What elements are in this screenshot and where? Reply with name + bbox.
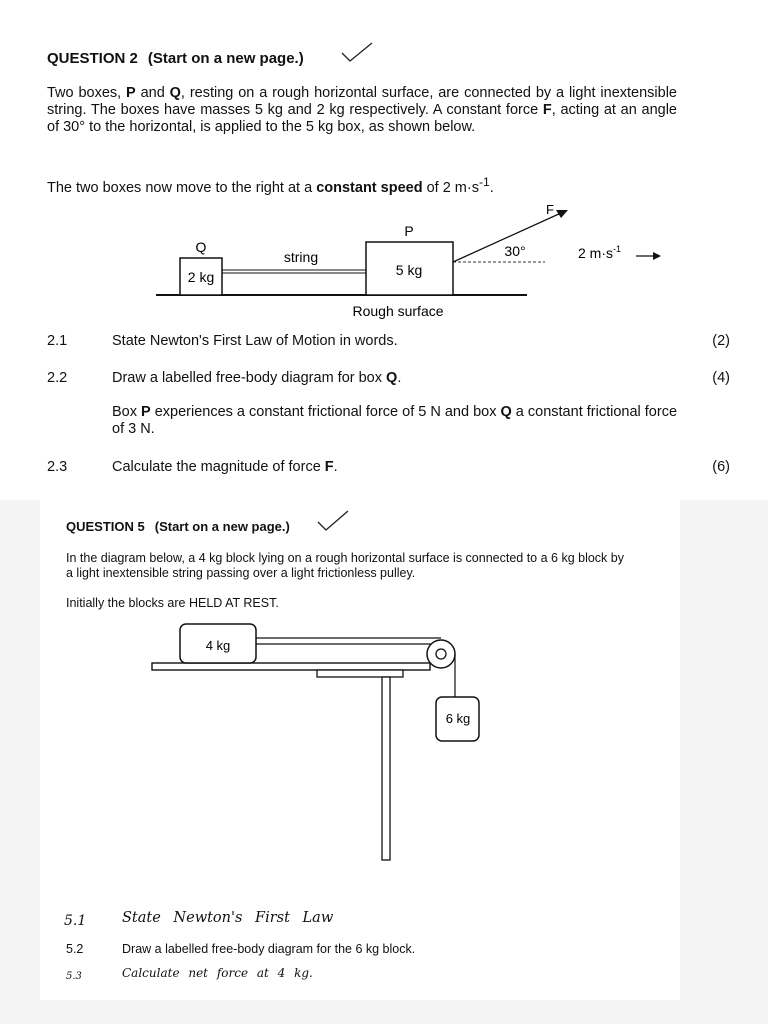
item-text-handwritten: Calculate net force at 4 kg. (122, 966, 313, 980)
item-marks: (2) (712, 333, 730, 349)
question-2-heading (47, 50, 304, 67)
question-5-sheet (40, 500, 680, 1000)
speed-label: 2 $m\cdot s^{-1}$ (578, 244, 622, 261)
item-number: 2.1 (47, 333, 68, 349)
pulley-axle (436, 649, 446, 659)
box-q-label: Q (195, 239, 207, 255)
table-top (152, 663, 430, 670)
item-text: Box P experiences a constant frictional force of 5 N and box Q a constant frictional force of 3 N. (112, 404, 678, 437)
question-5-diagram (140, 618, 490, 868)
string-label: string (283, 249, 319, 265)
item-text: State Newton's First Law of Motion in words. (112, 333, 398, 349)
question-5-heading (66, 519, 290, 534)
box-q-mass: 2 kg (187, 269, 215, 285)
question-5-intro: In the diagram below, a 4 kg block lying on a rough horizontal surface is connected to a 6 kg block by a light inextensible string passing over a light frictionless pulley. (66, 551, 624, 580)
item-marks: (4) (712, 370, 730, 386)
block-6kg-label: 6 kg (445, 711, 471, 726)
question-2-sheet (0, 0, 768, 500)
item-number: 2.2 (47, 370, 68, 386)
question-2-diagram (150, 200, 670, 325)
item-number: 5.1 (64, 913, 87, 929)
box-p-label: P (404, 223, 414, 239)
item-number: 5.3 (66, 971, 82, 982)
force-f-label: F (546, 202, 554, 217)
item-number: 2.3 (47, 459, 68, 475)
tick-mark-icon (316, 508, 350, 532)
item-text: Draw a labelled free-body diagram for box Q. (112, 370, 402, 386)
question-5-note: (Start on a new page.) (154, 519, 290, 534)
question-5-initial-condition: Initially the blocks are HELD AT REST. (66, 596, 279, 610)
item-marks: (6) (712, 459, 730, 475)
question-2-intro: Two boxes, P and Q, resting on a rough horizontal surface, are connected by a light inextensible string. The boxes have masses 5 kg and 2 kg respectively. A constant force F, acting at an angle of 30° to the horizontal, is applied to the 5 kg box, as shown below. (47, 85, 677, 135)
box-p-mass: 5 kg (395, 262, 423, 278)
question-2-motion: The two boxes now move to the right at a constant speed of 2 $m\cdot s^{-1}$. (47, 175, 494, 196)
item-text-handwritten: State Newton's First Law (122, 910, 334, 926)
item-number: 5.2 (66, 942, 84, 956)
angle-label: 30° (504, 243, 526, 259)
question-2-note: (Start on a new page.) (147, 50, 304, 67)
table-leg (382, 677, 390, 860)
speed-arrow-head (653, 252, 661, 260)
surface-label: Rough surface (352, 303, 444, 319)
item-text: Draw a labelled free-body diagram for the 6 kg block. (122, 942, 416, 956)
question-2-title: QUESTION 2 (47, 50, 138, 67)
question-5-title: QUESTION 5 (66, 519, 145, 534)
table-support (317, 670, 403, 677)
tick-mark-icon (340, 40, 374, 64)
block-4kg-label: 4 kg (205, 638, 231, 653)
item-text: Calculate the magnitude of force F. (112, 459, 338, 475)
